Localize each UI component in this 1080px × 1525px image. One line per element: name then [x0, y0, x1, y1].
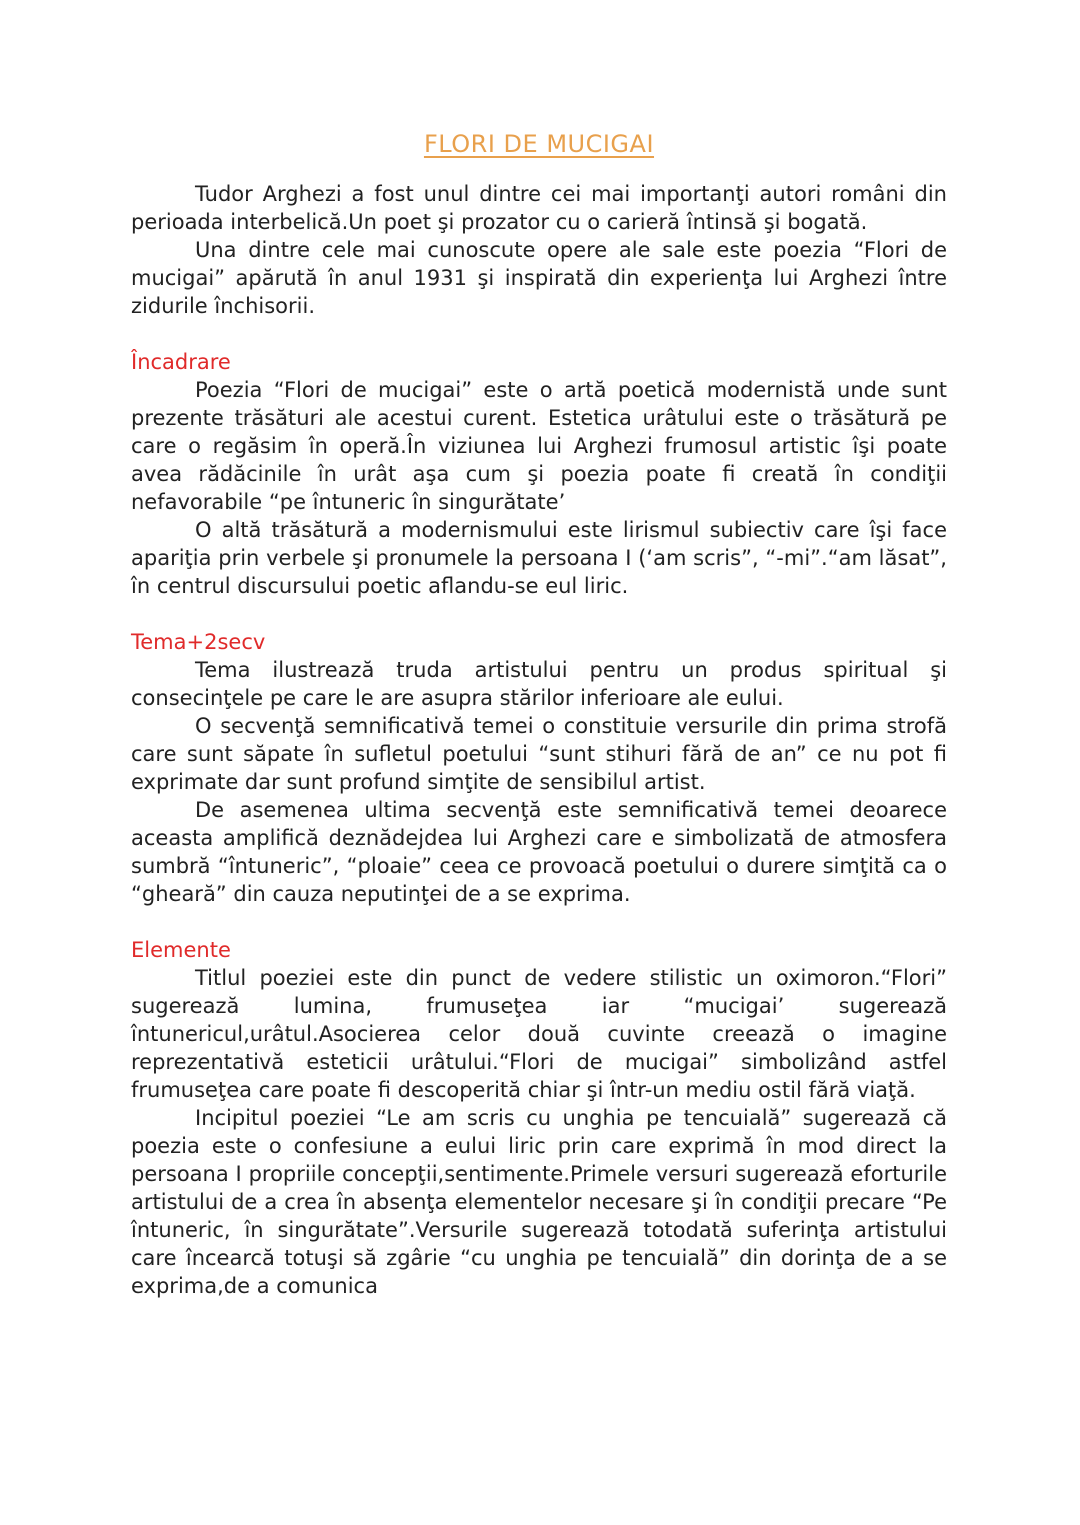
section-paragraph: O altă trăsătură a modernismului este lirismul subiectiv care îşi face apariţia prin verbele şi pronumele la persoana I (‘am scris”, “-mi”.“am lăsat”, în centrul discursului poetic aflandu-se eul liric. — [131, 518, 947, 598]
section-paragraph: Titlul poeziei este din punct de vedere stilistic un oximoron.“Flori” sugerează lumina, frumuseţea iar “mucigai’ sugerează întunericul,urâtul.Asocierea celor două cuvinte creează o imagine reprezentativă esteticii urâtului.“Flori de mucigai” simbolizând astfel frumuseţea care poate fi descoperită chiar şi într-un mediu ostil fără viaţă. — [131, 966, 947, 1102]
section-paragraph: Incipitul poeziei “Le am scris cu unghia pe tencuială” sugerează că poezia este o confesiune a eului liric prin care exprimă în mod direct la persoana I propriile concepţii,sentimente.Primele versuri sugerează eforturile artistului de a crea în absenţa elementelor necesare şi în condiţii precare “Pe întuneric, în singurătate”.Versurile sugerează totodată suferinţa artistului care încearcă totuşi să zgârie “cu unghia pe tencuială” din dorinţa de a se exprima,de a comunica — [131, 1106, 947, 1298]
section-heading-incadrare: Încadrare — [131, 350, 231, 374]
section-paragraph: Tema ilustrează truda artistului pentru un produs spiritual şi consecinţele pe care le are asupra stărilor inferioare ale eului. — [131, 658, 947, 710]
document-page — [131, 124, 947, 1300]
intro-paragraph: Tudor Arghezi a fost unul dintre cei mai importanţi autori români din perioada interbelică.Un poet şi prozator cu o carieră întinsă şi bogată. — [131, 182, 947, 234]
section-paragraph: De asemenea ultima secvenţă este semnificativă temei deoarece aceasta amplifică deznădejdea lui Arghezi care e simbolizată de atmosfera sumbră “întuneric”, “ploaie” ceea ce provoacă poetului o durere simţită ca o “gheară” din cauza neputinţei de a se exprima. — [131, 798, 947, 906]
section-heading-elemente: Elemente — [131, 938, 231, 962]
section-heading-tema: Tema+2secv — [131, 630, 266, 654]
document-title: FLORI DE MUCIGAI — [423, 130, 655, 158]
intro-paragraph: Una dintre cele mai cunoscute opere ale sale este poezia “Flori de mucigai” apărută în anul 1931 şi inspirată din experienţa lui Arghezi între zidurile închisorii. — [131, 238, 947, 318]
section-paragraph: O secvenţă semnificativă temei o constituie versurile din prima strofă care sunt săpate în sufletul poetului “sunt stihuri fără de an” ce nu pot fi exprimate dar sunt profund simţite de sensibilul artist. — [131, 714, 947, 794]
section-paragraph: Poezia “Flori de mucigai” este o artă poetică modernistă unde sunt prezente trăsături ale acestui curent. Estetica urâtului este o trăsătură pe care o regăsim în operă.În viziunea lui Arghezi frumosul artistic îşi poate avea rădăcinile în urât aşa cum şi poezia poate fi creată în condiţii nefavorabile “pe întuneric în singurătate’ — [131, 378, 947, 514]
